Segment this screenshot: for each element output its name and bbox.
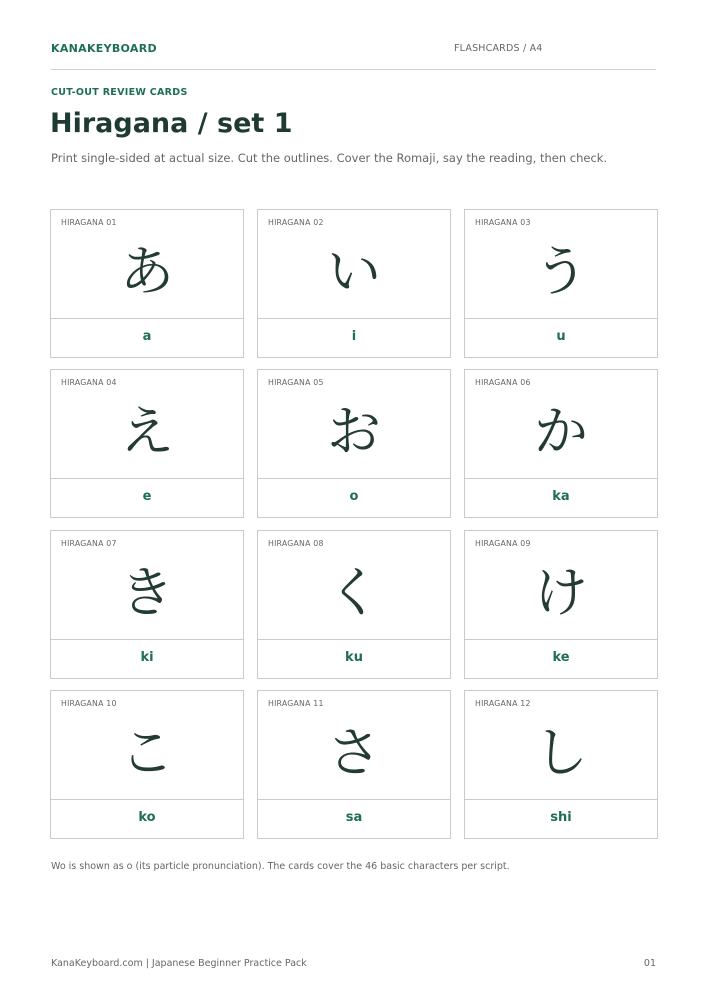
card-romaji: shi xyxy=(465,799,657,838)
card-romaji: u xyxy=(465,318,657,357)
flashcard xyxy=(257,690,451,839)
card-romaji: sa xyxy=(258,799,450,838)
card-label: HIRAGANA 08 xyxy=(268,538,324,548)
card-romaji: ko xyxy=(51,799,243,838)
page-instructions: Print single-sided at actual size. Cut the outlines. Cover the Romaji, say the reading, then check. xyxy=(51,151,608,165)
footnote: Wo is shown as o (its particle pronunciation). The cards cover the 46 basic characters per script. xyxy=(51,861,510,872)
section-kicker: CUT-OUT REVIEW CARDS xyxy=(51,87,188,98)
card-label: HIRAGANA 05 xyxy=(268,378,324,388)
flashcard xyxy=(257,530,451,679)
card-kana: こ xyxy=(120,720,174,784)
page-header xyxy=(51,42,656,70)
card-romaji: ki xyxy=(51,639,243,678)
card-label: HIRAGANA 07 xyxy=(61,538,117,548)
card-romaji: ke xyxy=(465,639,657,678)
card-label: HIRAGANA 02 xyxy=(268,218,324,227)
card-romaji: a xyxy=(51,318,243,357)
card-kana: く xyxy=(327,560,381,624)
page-title: Hiragana / set 1 xyxy=(50,108,293,139)
brand-name: KANAKEYBOARD xyxy=(51,42,157,55)
card-kana: け xyxy=(534,560,588,624)
footer-source: KanaKeyboard.com | Japanese Beginner Practice Pack xyxy=(51,958,307,969)
card-romaji: ku xyxy=(258,639,450,678)
card-label: HIRAGANA 06 xyxy=(475,378,531,388)
card-romaji: ka xyxy=(465,478,657,517)
card-kana: あ xyxy=(120,240,174,303)
flashcard xyxy=(464,690,658,839)
card-kana: え xyxy=(120,400,174,464)
flashcard xyxy=(257,369,451,518)
card-kana: う xyxy=(534,240,588,303)
card-romaji: i xyxy=(258,318,450,357)
flashcard xyxy=(50,690,244,839)
card-label: HIRAGANA 12 xyxy=(475,698,531,708)
card-romaji: e xyxy=(51,478,243,517)
flashcard xyxy=(464,530,658,679)
card-label: HIRAGANA 03 xyxy=(475,218,531,227)
card-kana: さ xyxy=(327,720,381,784)
card-kana: い xyxy=(327,240,381,303)
document-tag: FLASHCARDS / A4 xyxy=(454,43,543,54)
card-kana: し xyxy=(534,720,588,784)
flashcard xyxy=(50,530,244,679)
flashcard xyxy=(257,209,451,358)
card-kana: か xyxy=(534,400,588,464)
card-label: HIRAGANA 11 xyxy=(268,698,324,708)
flashcard xyxy=(50,209,244,358)
footer-page-number: 01 xyxy=(643,958,656,969)
card-label: HIRAGANA 10 xyxy=(61,698,117,708)
card-label: HIRAGANA 04 xyxy=(61,378,117,388)
card-kana: き xyxy=(120,560,174,624)
flashcard xyxy=(464,369,658,518)
card-label: HIRAGANA 01 xyxy=(61,218,117,227)
flashcard xyxy=(464,209,658,358)
card-label: HIRAGANA 09 xyxy=(475,538,531,548)
card-romaji: o xyxy=(258,478,450,517)
flashcard xyxy=(50,369,244,518)
card-kana: お xyxy=(327,400,381,464)
